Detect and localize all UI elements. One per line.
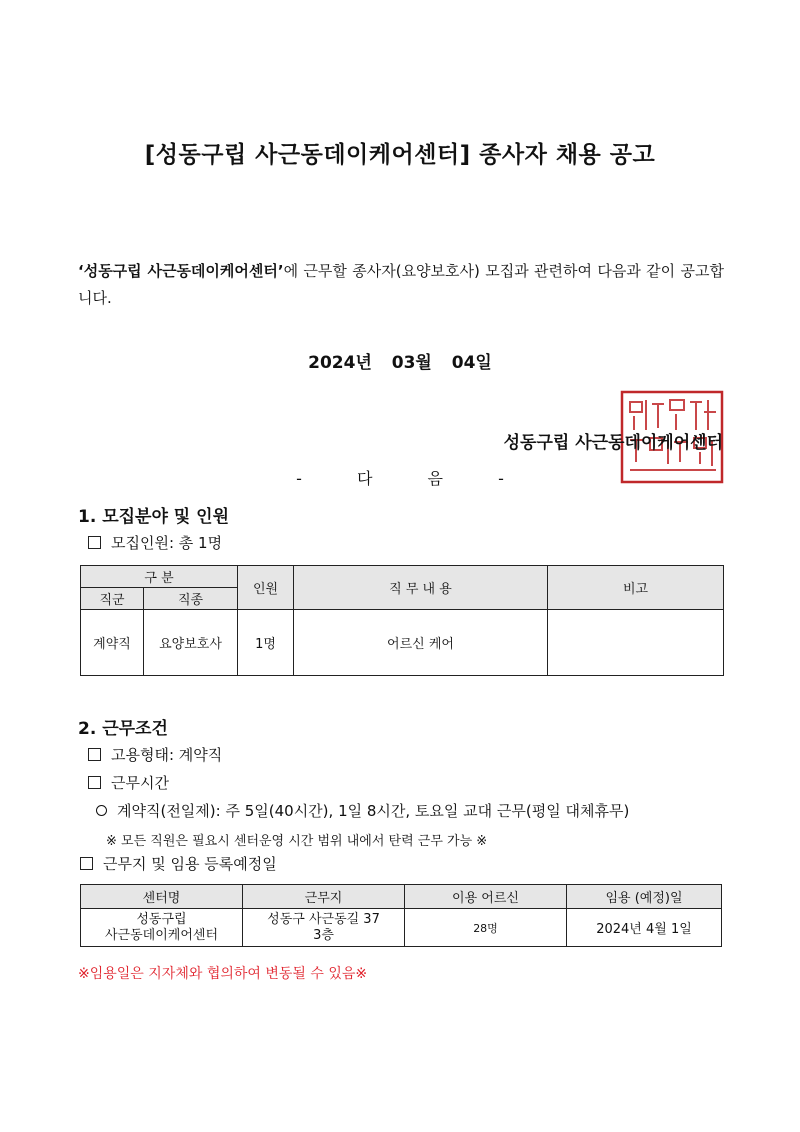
cell-address-line2: 3층 — [313, 927, 334, 943]
header-start-date: 임용 (예정)일 — [567, 885, 722, 909]
recruit-count-text: 모집인원: 총 1명 — [111, 534, 223, 552]
work-hours-detail — [96, 800, 629, 821]
header-center: 센터명 — [81, 885, 243, 909]
cell-duty: 어르신 케어 — [294, 610, 548, 676]
header-sub-type: 직종 — [144, 588, 238, 610]
table-row — [81, 610, 724, 676]
employment-type-item — [88, 744, 222, 765]
cell-address — [243, 909, 405, 947]
header-address: 근무지 — [243, 885, 405, 909]
cell-address-line1: 성동구 사근동길 37 — [267, 911, 380, 927]
header-duty: 직 무 내 용 — [294, 566, 548, 610]
cell-center-line1: 성동구립 — [136, 911, 187, 927]
intro-text: 에 근무할 종사자(요양보호사) 모집과 관련하여 다음과 같이 공고합니다. — [78, 262, 724, 307]
work-hours-note: ※ 모든 직원은 필요시 센터운영 시간 범위 내에서 탄력 근무 가능 ※ — [106, 834, 488, 849]
employment-type-text: 고용형태: 계약직 — [111, 746, 223, 764]
header-sub-group: 직군 — [81, 588, 144, 610]
cell-group: 계약직 — [81, 610, 144, 676]
cell-center — [81, 909, 243, 947]
page-title: [성동구립 사근동데이케어센터] 종사자 채용 공고 — [144, 142, 656, 168]
workplace-table — [80, 884, 722, 947]
section1-heading: 1. 모집분야 및 인원 — [78, 507, 229, 527]
header-users: 이용 어르신 — [405, 885, 567, 909]
checkbox-square-icon — [88, 776, 101, 789]
cell-users: 28명 — [405, 909, 567, 947]
work-hours-item — [88, 772, 169, 793]
recruit-count-item — [88, 532, 222, 553]
organization-name: 성동구립 사근동데이케어센터 — [503, 433, 723, 453]
work-hours-label: 근무시간 — [111, 774, 169, 792]
cell-count: 1명 — [238, 610, 294, 676]
circle-bullet-icon — [96, 805, 107, 816]
header-count: 인원 — [238, 566, 294, 610]
work-hours-detail-text: 계약직(전일제): 주 5일(40시간), 1일 8시간, 토요일 교대 근무(평일 대체휴무) — [117, 802, 630, 820]
cell-center-line2: 사근동데이케어센터 — [104, 927, 219, 943]
workplace-label: 근무지 및 임용 등록예정일 — [103, 855, 277, 873]
table-row — [81, 909, 722, 947]
cell-type: 요양보호사 — [144, 610, 238, 676]
header-note: 비고 — [548, 566, 724, 610]
section-divider-text: - 다 음 - — [296, 469, 504, 488]
cell-note — [548, 610, 724, 676]
announcement-date: 2024년 03월 04일 — [308, 353, 492, 373]
intro-org-name: ‘성동구립 사근동데이케어센터’ — [78, 262, 284, 280]
cell-start-date: 2024년 4월 1일 — [567, 909, 722, 947]
section2-heading: 2. 근무조건 — [78, 719, 168, 739]
intro-paragraph — [78, 258, 724, 312]
recruit-table — [80, 565, 724, 676]
checkbox-square-icon — [80, 857, 93, 870]
footnote-text: ※임용일은 지자체와 협의하여 변동될 수 있음※ — [78, 966, 368, 982]
checkbox-square-icon — [88, 536, 101, 549]
header-group: 구 분 — [81, 566, 238, 588]
checkbox-square-icon — [88, 748, 101, 761]
workplace-item — [80, 853, 277, 874]
